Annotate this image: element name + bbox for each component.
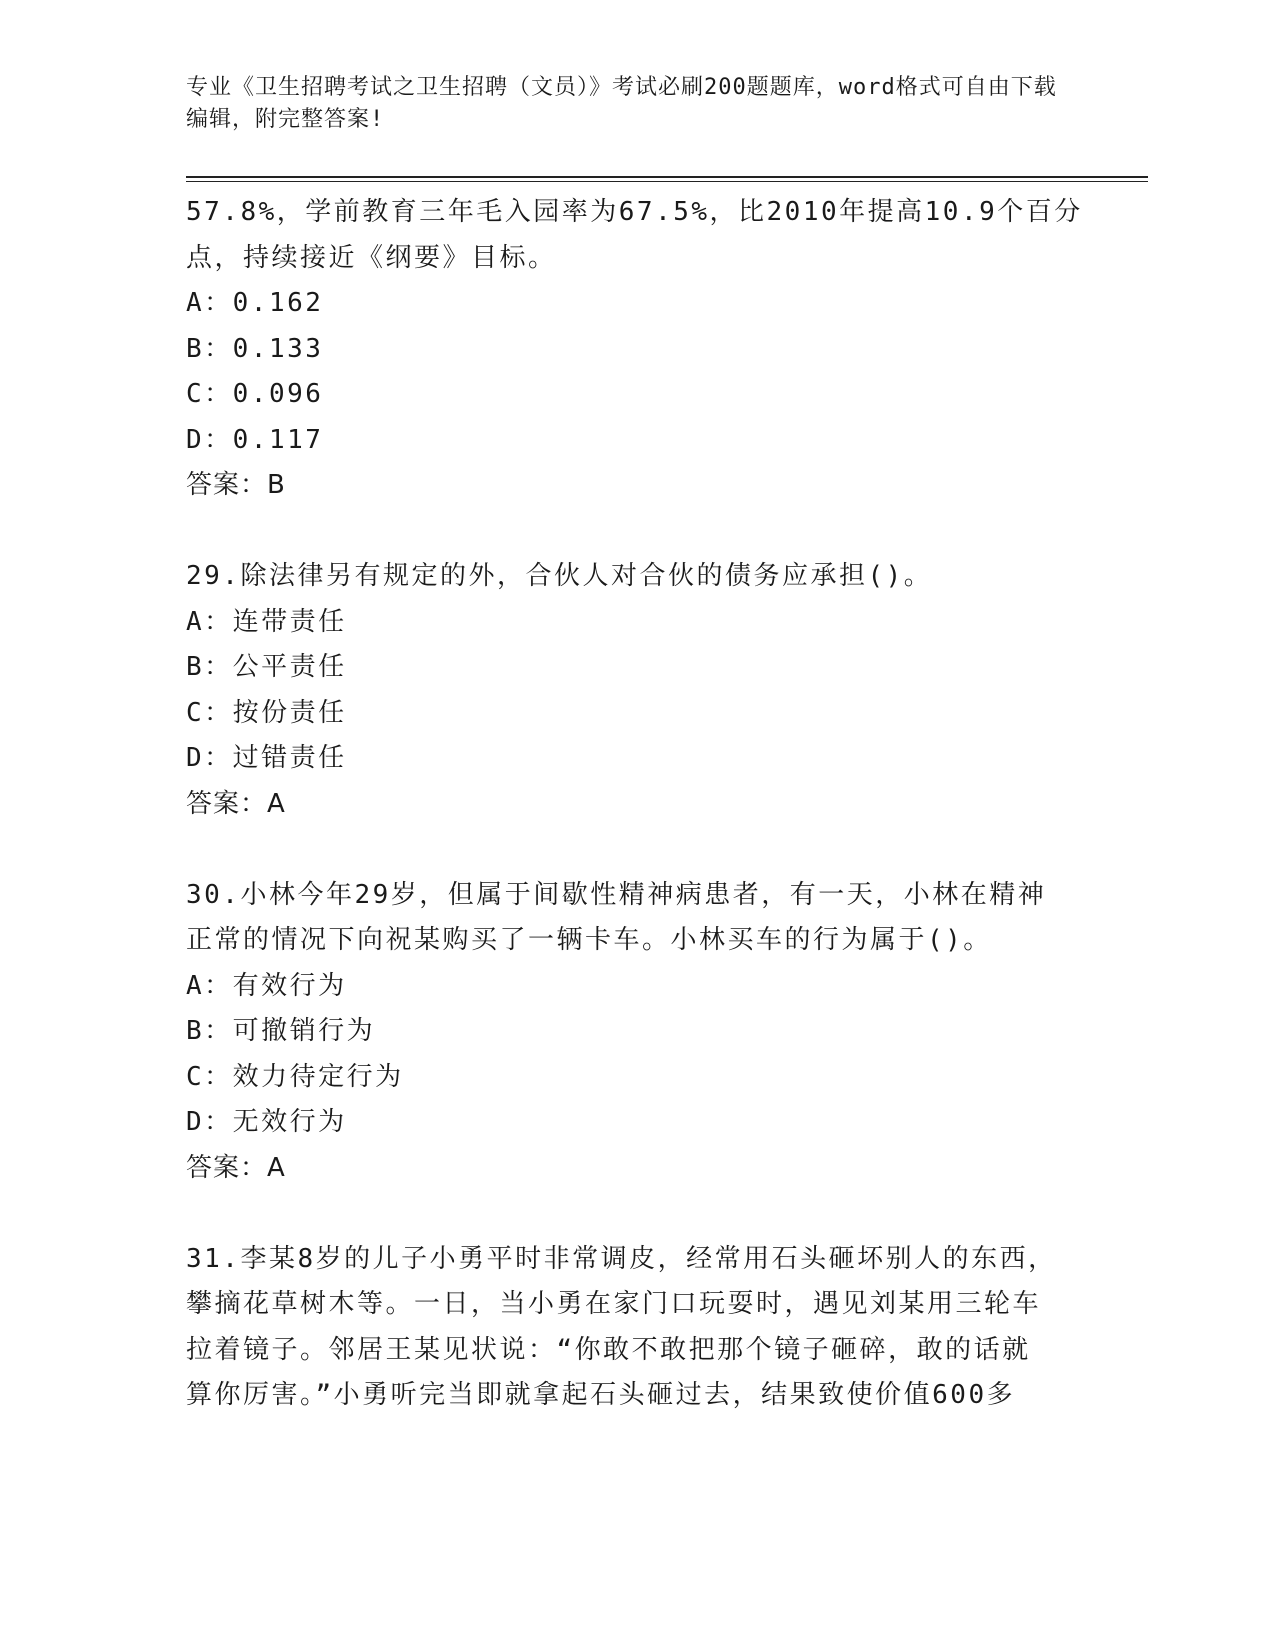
- option-c: C：按份责任: [186, 697, 347, 728]
- question-text-line: 算你厉害。”小勇听完当即就拿起石头砸过去，结果致使价值600多: [186, 1380, 1016, 1410]
- answer-line: 答案：B: [186, 470, 286, 500]
- option-b: B：可撤销行为: [186, 1016, 376, 1046]
- option-a: A：有效行为: [186, 970, 347, 1001]
- option-c: C：效力待定行为: [186, 1061, 404, 1092]
- question-text-line: 57.8%，学前教育三年毛入园率为67.5%，比2010年提高10.9个百分: [186, 197, 1083, 227]
- question-28: [186, 190, 1083, 509]
- option-a: A：0.162: [186, 288, 324, 318]
- question-text-line: 点，持续接近《纲要》目标。: [186, 242, 557, 273]
- question-text-line: 正常的情况下向祝某购买了一辆卡车。小林买车的行为属于()。: [186, 925, 992, 955]
- option-d: D：0.117: [186, 424, 324, 455]
- question-text-line: 31.李某8岁的儿子小勇平时非常调皮，经常用石头砸坏别人的东西，: [186, 1243, 1057, 1274]
- spacer: [186, 827, 1076, 873]
- option-d: D：过错责任: [186, 743, 347, 773]
- option-c: C：0.096: [186, 379, 324, 409]
- option-b: B：公平责任: [186, 652, 347, 682]
- question-30: [186, 873, 1076, 1192]
- document-header: 专业《卫生招聘考试之卫生招聘（文员）》考试必刷200题题库，word格式可自由下载编辑，附完整答案!: [186, 75, 1057, 132]
- question-text-line: 拉着镜子。邻居王某见状说：“你敢不敢把那个镜子砸碎，敢的话就: [186, 1334, 1031, 1365]
- header-rule-thin: [186, 181, 1148, 182]
- header-rule-thick: [186, 176, 1148, 178]
- question-text-line: 30.小林今年29岁，但属于间歇性精神病患者，有一天，小林在精神: [186, 879, 1047, 910]
- question-31: [186, 1237, 1076, 1419]
- option-d: D：无效行为: [186, 1107, 347, 1137]
- question-text-line: 攀摘花草树木等。一日，当小勇在家门口玩耍时，遇见刘某用三轮车: [186, 1289, 1042, 1319]
- option-b: B：0.133: [186, 333, 324, 364]
- spacer: [186, 509, 1076, 555]
- answer-line: 答案：A: [186, 1152, 286, 1183]
- answer-line: 答案：A: [186, 788, 286, 819]
- question-29: [186, 554, 1076, 827]
- option-a: A：连带责任: [186, 606, 347, 637]
- question-text-line: 29.除法律另有规定的外，合伙人对合伙的债务应承担()。: [186, 561, 933, 591]
- document-body: [186, 190, 1083, 1419]
- spacer: [186, 1191, 1076, 1237]
